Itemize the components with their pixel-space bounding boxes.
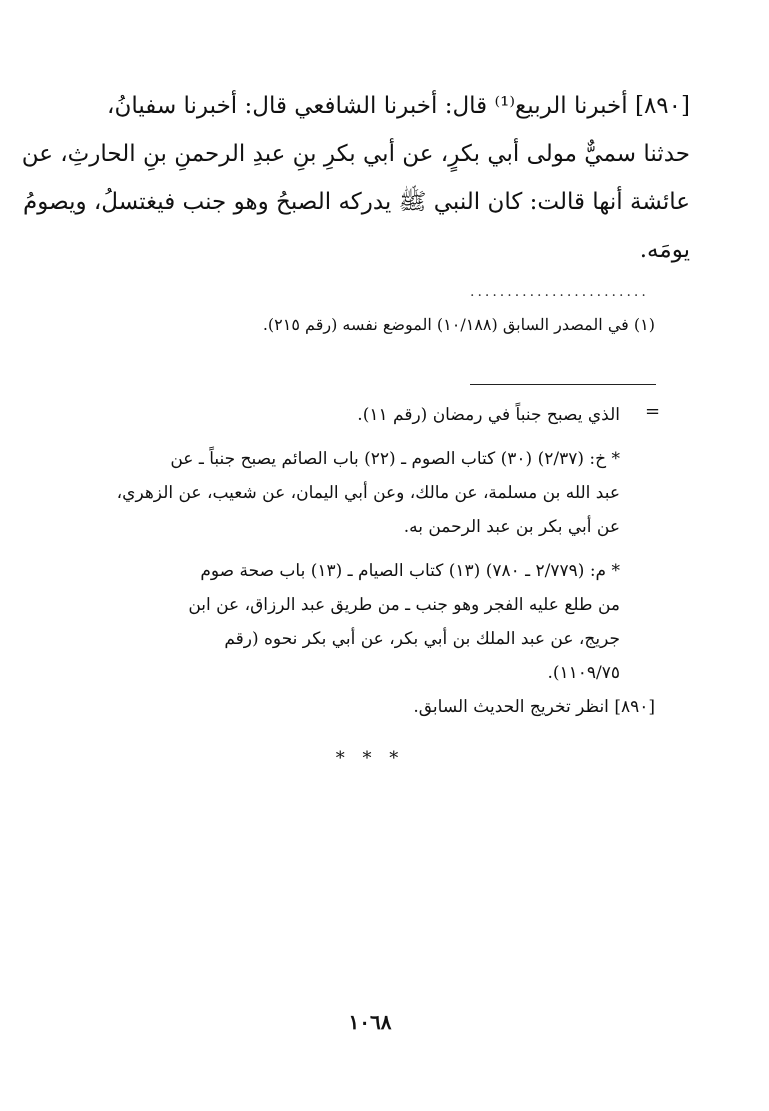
reference-m-line: من طلع عليه الفجر وهو جنب ـ من طريق عبد الرزاق، عن ابن xyxy=(188,595,620,615)
reference-kh-line: عن أبي بكر بن عبد الرحمن به. xyxy=(403,517,620,537)
reference-kh-line: * خ: (٢/٣٧) (٣٠) كتاب الصوم ـ (٢٢) باب الصائم يصبح جنباً ـ عن xyxy=(170,449,620,469)
main-line: يومَه. xyxy=(639,237,690,263)
section-890-note: [٨٩٠] انظر تخريج الحديث السابق. xyxy=(413,697,655,717)
hadith-main-text xyxy=(21,82,690,274)
spacer xyxy=(80,432,620,442)
references-rule xyxy=(470,384,656,385)
page-number: ١٠٦٨ xyxy=(348,1010,392,1034)
main-line: عائشة أنها قالت: كان النبي ﷺ يدركه الصبحُ وهو جنب فيغتسلُ، ويصومُ xyxy=(23,189,690,215)
references-block xyxy=(80,398,620,690)
continuation-mark: = xyxy=(645,401,661,422)
reference-m-line: ١١٠٩/٧٥). xyxy=(547,663,620,683)
reference-kh-line: عبد الله بن مسلمة، عن مالك، وعن أبي اليمان، عن شعيب، عن الزهري، xyxy=(116,483,620,503)
reference-m-line: جريج، عن عبد الملك بن أبي بكر، عن أبي بكر نحوه (رقم xyxy=(224,629,620,649)
footnote-1: (١) في المصدر السابق (١٠/١٨٨) الموضع نفسه (رقم ٢١٥). xyxy=(262,315,655,334)
main-line: حدثنا سميٌّ مولى أبي بكرٍ، عن أبي بكرِ بنِ عبدِ الرحمنِ بنِ الحارثِ، عن xyxy=(21,141,690,167)
reference-m-line: * م: (٢/٧٧٩ ـ ٧٨٠) (١٣) كتاب الصيام ـ (١٣) باب صحة صوم xyxy=(200,561,620,581)
footnote-separator: ........................ xyxy=(470,284,649,300)
main-line: [٨٩٠] أخبرنا الربيع⁽¹⁾ قال: أخبرنا الشافعي قال: أخبرنا سفيانُ، xyxy=(107,93,690,119)
spacer xyxy=(80,544,620,554)
section-divider-stars: * * * xyxy=(335,748,405,769)
references-intro: الذي يصبح جنباً في رمضان (رقم ١١). xyxy=(357,405,620,425)
